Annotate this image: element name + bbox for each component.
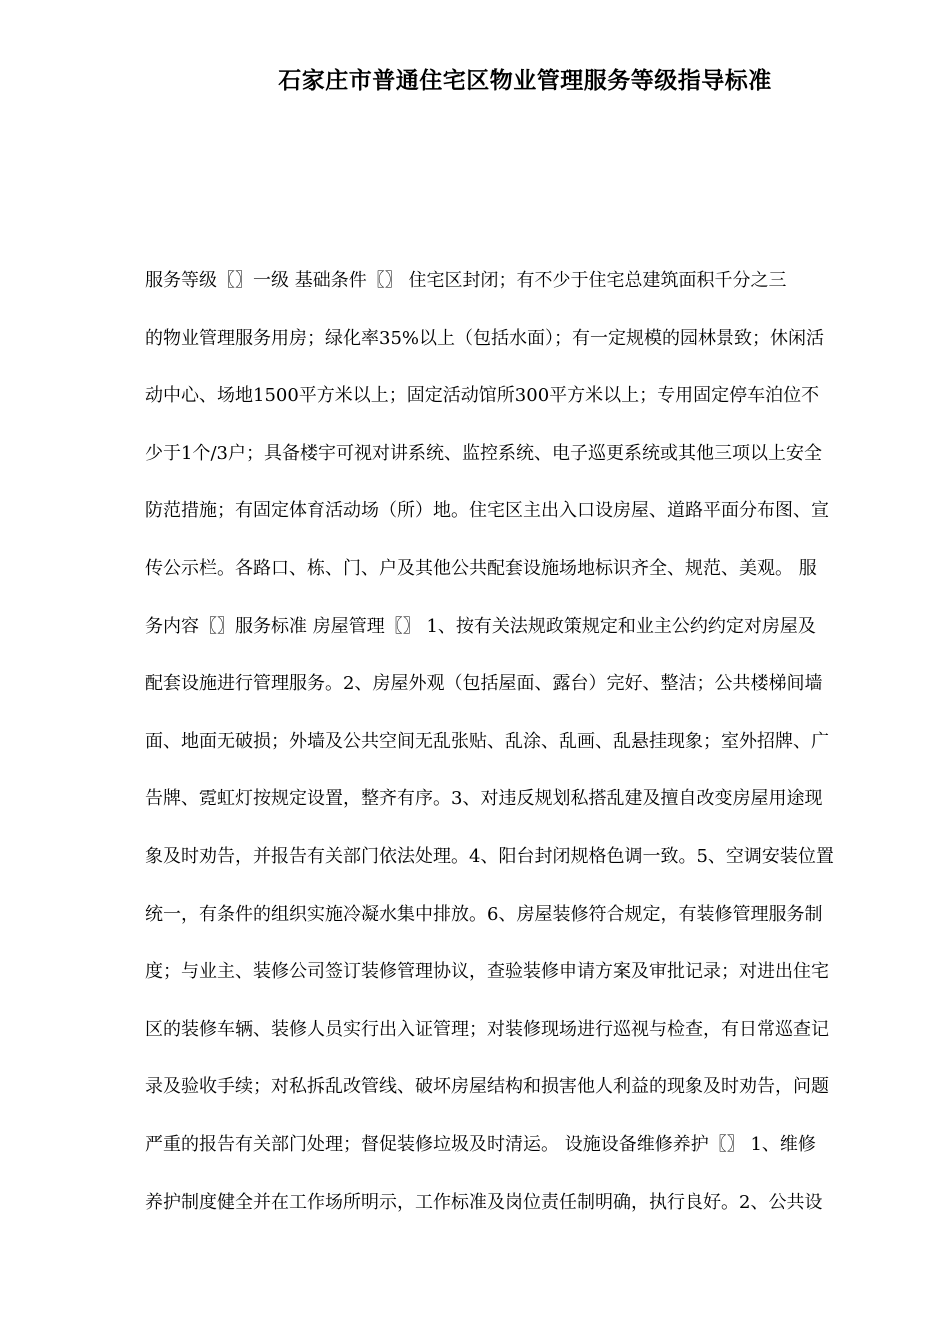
text-line: 少于1个/3户；具备楼宇可视对讲系统、监控系统、电子巡更系统或其他三项以上安全 <box>145 442 822 464</box>
text-line: 配套设施进行管理服务。2、房屋外观（包括屋面、露台）完好、整洁；公共楼梯间墙 <box>145 673 823 695</box>
page-title: 石家庄市普通住宅区物业管理服务等级指导标准 <box>278 68 772 94</box>
text-line: 的物业管理服务用房；绿化率35%以上（包括水面）；有一定规模的园林景致；休闲活 <box>145 327 825 349</box>
text-line: 区的装修车辆、装修人员实行出入证管理；对装修现场进行巡视与检查，有日常巡查记 <box>145 1018 829 1040</box>
text-line: 养护制度健全并在工作场所明示，工作标准及岗位责任制明确，执行良好。2、公共设 <box>145 1191 823 1213</box>
text-line: 严重的报告有关部门处理；督促装修垃圾及时清运。 设施设备维修养护〖〗 1、维修 <box>145 1133 816 1155</box>
text-line: 服务等级〖〗一级 基础条件〖〗 住宅区封闭；有不少于住宅总建筑面积千分之三 <box>145 270 787 291</box>
text-line: 统一，有条件的组织实施冷凝水集中排放。6、房屋装修符合规定，有装修管理服务制 <box>145 903 823 925</box>
body-text <box>145 264 875 1243</box>
text-line: 象及时劝告，并报告有关部门依法处理。4、阳台封闭规格色调一致。5、空调安装位置 <box>145 845 834 867</box>
text-line: 面、地面无破损；外墙及公共空间无乱张贴、乱涂、乱画、乱悬挂现象；室外招牌、广 <box>145 730 829 752</box>
text-line: 录及验收手续；对私拆乱改管线、破坏房屋结构和损害他人利益的现象及时劝告，问题 <box>145 1076 829 1098</box>
text-line: 务内容〖〗服务标准 房屋管理〖〗 1、按有关法规政策规定和业主公约约定对房屋及 <box>145 615 816 637</box>
text-line: 告牌、霓虹灯按规定设置，整齐有序。3、对违反规划私搭乱建及擅自改变房屋用途现 <box>145 788 823 810</box>
text-line: 传公示栏。各路口、栋、门、户及其他公共配套设施场地标识齐全、规范、美观。 服 <box>145 557 817 579</box>
text-line: 防范措施；有固定体育活动场（所）地。住宅区主出入口设房屋、道路平面分布图、宣 <box>145 500 829 522</box>
text-line: 动中心、场地1500平方米以上；固定活动馆所300平方米以上；专用固定停车泊位不 <box>145 385 820 407</box>
text-line: 度；与业主、装修公司签订装修管理协议，查验装修申请方案及审批记录；对进出住宅 <box>145 961 829 983</box>
